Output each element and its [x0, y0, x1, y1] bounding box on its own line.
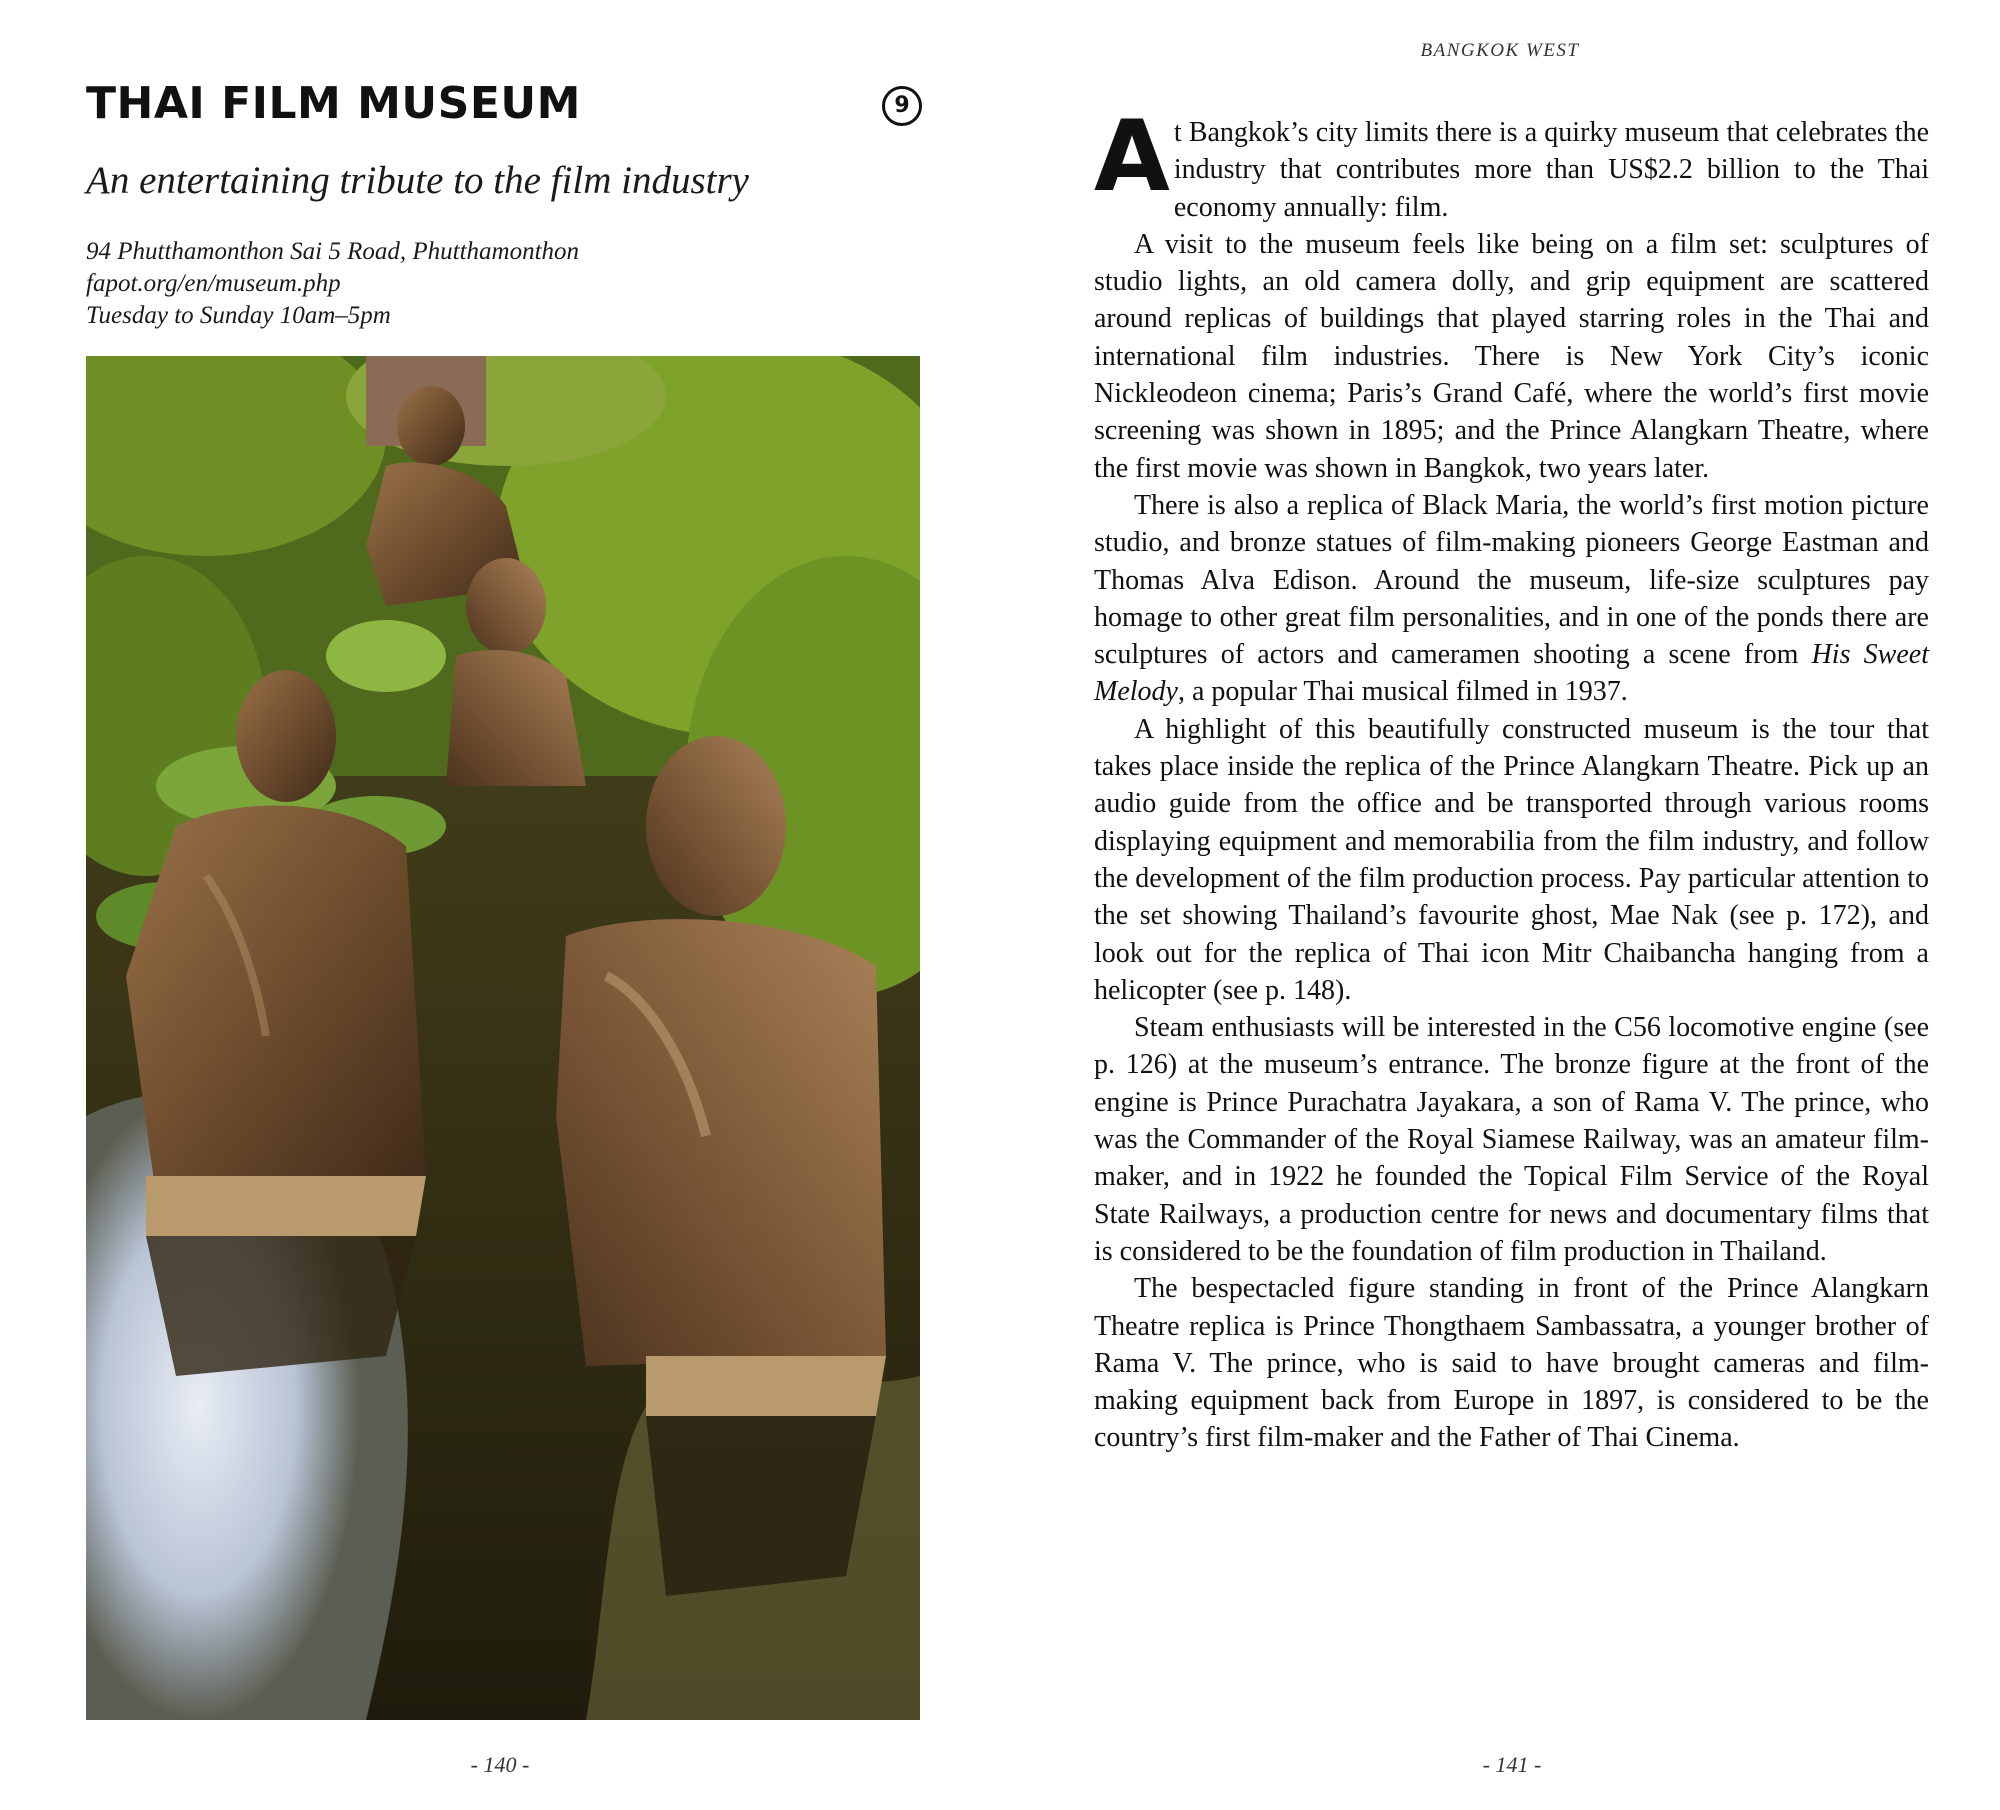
paragraph-4: A highlight of this beautifully constructed museum is the tour that takes place inside the replica of the Prince Alangkarn Theatre. Pick up an audio guide from the office and be transported through various rooms displaying equipment and memorabilia from the film industry, and follow the development of the film production process. Pay particular attention to the set showing Thailand’s favourite ghost, Mae Nak (see p. 172), and look out for the replica of Thai icon Mitr Chaibancha hanging from a helicopter (see p. 148).: [1094, 713, 1929, 1006]
page-subtitle: An entertaining tribute to the film industry: [86, 159, 749, 202]
drop-cap: A: [1094, 100, 1170, 214]
paragraph-3: [1094, 487, 1929, 711]
bronze-statues-pond-image: [86, 356, 920, 1720]
paragraph-1-text: t Bangkok’s city limits there is a quirky museum that celebrates the industry that contributes more than US$2.2 billion to the Thai economy annually: film.: [1173, 117, 1929, 223]
page-title: THAI FILM MUSEUM: [86, 78, 581, 129]
paragraph-3-text-b: , a popular Thai musical filmed in 1937.: [1177, 676, 1628, 708]
article-body: [1094, 100, 1929, 1457]
paragraph-3-text-a: There is also a replica of Black Maria, the world’s first motion picture studio, and bronze statues of film-making pioneers George Eastman and Thomas Alva Edison. Around the museum, life-size sculptures pay homage to other great film personalities, and in one of the ponds there are sculptures of actors and cameramen shooting a scene from: [1094, 489, 1929, 671]
right-page: [1000, 0, 2000, 1810]
page-number-left: - 140 -: [470, 1752, 530, 1777]
paragraph-2: A visit to the museum feels like being on a film set: sculptures of studio lights, an old camera dolly, and grip equipment are scattered around replicas of buildings that played starring roles in the Thai and international film industries. There is New York City’s iconic Nickleodeon cinema; Paris’s Grand Café, where the world’s first movie screening was shown in 1895; and the Prince Alangkarn Theatre, where the first movie was shown in Bangkok, two years later.: [1094, 228, 1929, 484]
paragraph-1: [1094, 100, 1929, 226]
page-number-right: - 141 -: [1482, 1752, 1542, 1777]
entry-number-badge: 9: [882, 86, 922, 126]
paragraph-5: Steam enthusiasts will be interested in the C56 locomotive engine (see p. 126) at the museum’s entrance. The bronze figure at the front of the engine is Prince Purachatra Jayakara, a son of Rama V. The prince, who was the Commander of the Royal Siamese Railway, was an amateur film-maker, and in 1922 he founded the Topical Film Service of the Royal State Railways, a production centre for news and documentary films that is considered to be the foundation of film production in Thailand.: [1094, 1012, 1929, 1267]
venue-info: [86, 236, 579, 332]
venue-address: 94 Phutthamonthon Sai 5 Road, Phutthamonthon: [86, 238, 580, 265]
venue-hours: Tuesday to Sunday 10am–5pm: [86, 302, 391, 329]
running-head: BANGKOK WEST: [1420, 40, 1580, 61]
paragraph-6: The bespectacled figure standing in front of the Prince Alangkarn Theatre replica is Prince Thongthaem Sambassatra, a younger brother of Rama V. The prince, who is said to have brought cameras and film-making equipment back from Europe in 1897, is considered to be the country’s first film-maker and the Father of Thai Cinema.: [1094, 1273, 1929, 1454]
venue-website: fapot.org/en/museum.php: [86, 270, 341, 297]
museum-photo: [86, 356, 920, 1720]
film-title: His Sweet Melody: [1094, 639, 1929, 708]
